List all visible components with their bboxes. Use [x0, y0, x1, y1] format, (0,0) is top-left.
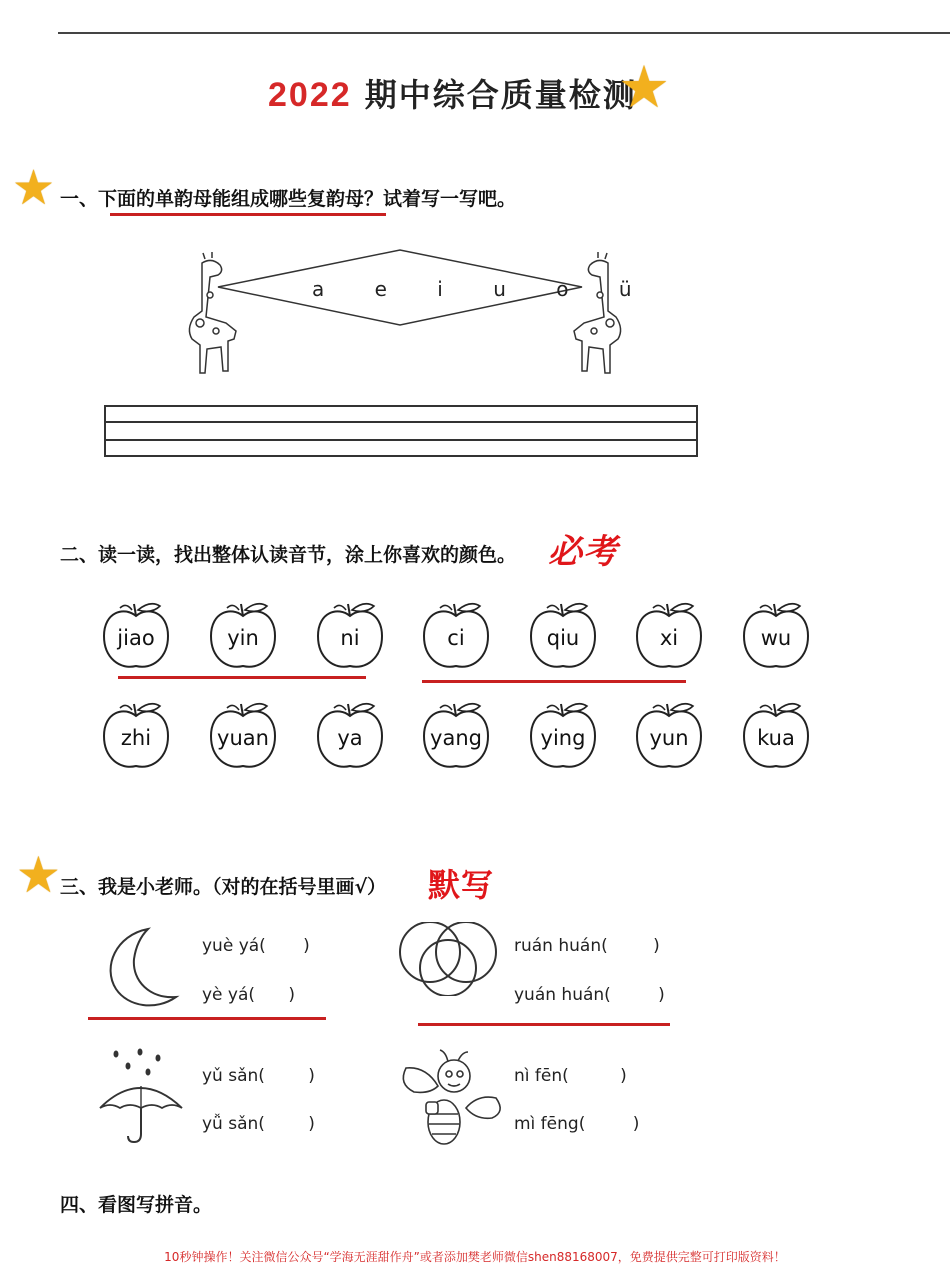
- apple-row-1: [100, 600, 820, 680]
- writing-lines[interactable]: [104, 405, 698, 457]
- title-year: 2022: [268, 76, 352, 114]
- option-text: ruán huán( ): [514, 936, 660, 956]
- option-text: yuè yá( ): [202, 936, 310, 956]
- footer-notice: 10秒钟操作！关注微信公众号“学海无涯甜作舟”或者添加樊老师微信shen88168007，免费提供完整可打印版资料！: [164, 1250, 786, 1264]
- umbrella-icon: [96, 1046, 186, 1146]
- bee-icon: [396, 1046, 506, 1150]
- moon-icon: [98, 925, 182, 1011]
- syllable-label: yin: [227, 626, 259, 650]
- vowel-list: a e i u o ü: [312, 277, 654, 301]
- star-icon: ★: [12, 160, 56, 216]
- option-text: yè yá( ): [202, 985, 296, 1005]
- section4-heading: 四、看图写拼音。: [60, 1194, 213, 1216]
- apple-syllable[interactable]: [100, 700, 172, 772]
- section2-heading: 二、读一读，找出整体认读音节，涂上你喜欢的颜色。: [60, 544, 517, 566]
- must-test-stamp: 必考: [548, 532, 618, 572]
- syllable-label: jiao: [117, 626, 155, 650]
- syllable-label: ya: [337, 726, 363, 750]
- rings-icon: [396, 922, 500, 996]
- syllable-label: qiu: [546, 626, 580, 650]
- giraffe-diagram: [150, 245, 660, 380]
- apple-syllable[interactable]: [527, 700, 599, 772]
- syllable-label: kua: [757, 726, 795, 750]
- apple-syllable[interactable]: [207, 700, 279, 772]
- title-text: 期中综合质量检测: [364, 76, 637, 114]
- apple-syllable[interactable]: [420, 600, 492, 672]
- apple-syllable[interactable]: [314, 600, 386, 672]
- section3-heading: 三、我是小老师。（对的在括号里画√）: [60, 876, 387, 898]
- apple-syllable[interactable]: [740, 700, 812, 772]
- syllable-label: wu: [760, 626, 792, 650]
- apple-syllable[interactable]: [633, 700, 705, 772]
- underline: [118, 676, 366, 679]
- option-text: nì fēn( ): [514, 1066, 627, 1086]
- top-rule: [58, 32, 950, 34]
- syllable-label: ying: [540, 726, 586, 750]
- underline: [88, 1017, 326, 1020]
- apple-syllable[interactable]: [207, 600, 279, 672]
- star-icon: ★: [618, 53, 670, 121]
- apple-syllable[interactable]: [314, 700, 386, 772]
- underline: [418, 1023, 670, 1026]
- syllable-label: ci: [447, 626, 465, 650]
- option-text: yuán huán( ): [514, 985, 665, 1005]
- syllable-label: yun: [649, 726, 689, 750]
- dictation-stamp: 默写: [428, 866, 495, 904]
- giraffe-icon: [574, 252, 621, 373]
- syllable-label: ni: [340, 626, 360, 650]
- underline: [422, 680, 686, 683]
- underline: [110, 213, 386, 216]
- apple-syllable[interactable]: [420, 700, 492, 772]
- apple-syllable[interactable]: [100, 600, 172, 672]
- apple-syllable[interactable]: [740, 600, 812, 672]
- syllable-label: zhi: [120, 726, 152, 750]
- syllable-label: yang: [430, 726, 482, 750]
- star-icon: ★: [16, 846, 61, 904]
- apple-row-2: [100, 700, 820, 780]
- option-text: yǚ sǎn( ): [202, 1114, 315, 1134]
- apple-syllable[interactable]: [527, 600, 599, 672]
- syllable-label: xi: [659, 626, 679, 650]
- page-title: [268, 70, 637, 116]
- option-text: mì fēng( ): [514, 1114, 640, 1134]
- syllable-label: yuan: [217, 726, 269, 750]
- giraffe-icon: [189, 252, 236, 373]
- section1-heading: 一、下面的单韵母能组成哪些复韵母？试着写一写吧。: [60, 188, 517, 210]
- option-text: yǔ sǎn( ): [202, 1066, 315, 1086]
- apple-syllable[interactable]: [633, 600, 705, 672]
